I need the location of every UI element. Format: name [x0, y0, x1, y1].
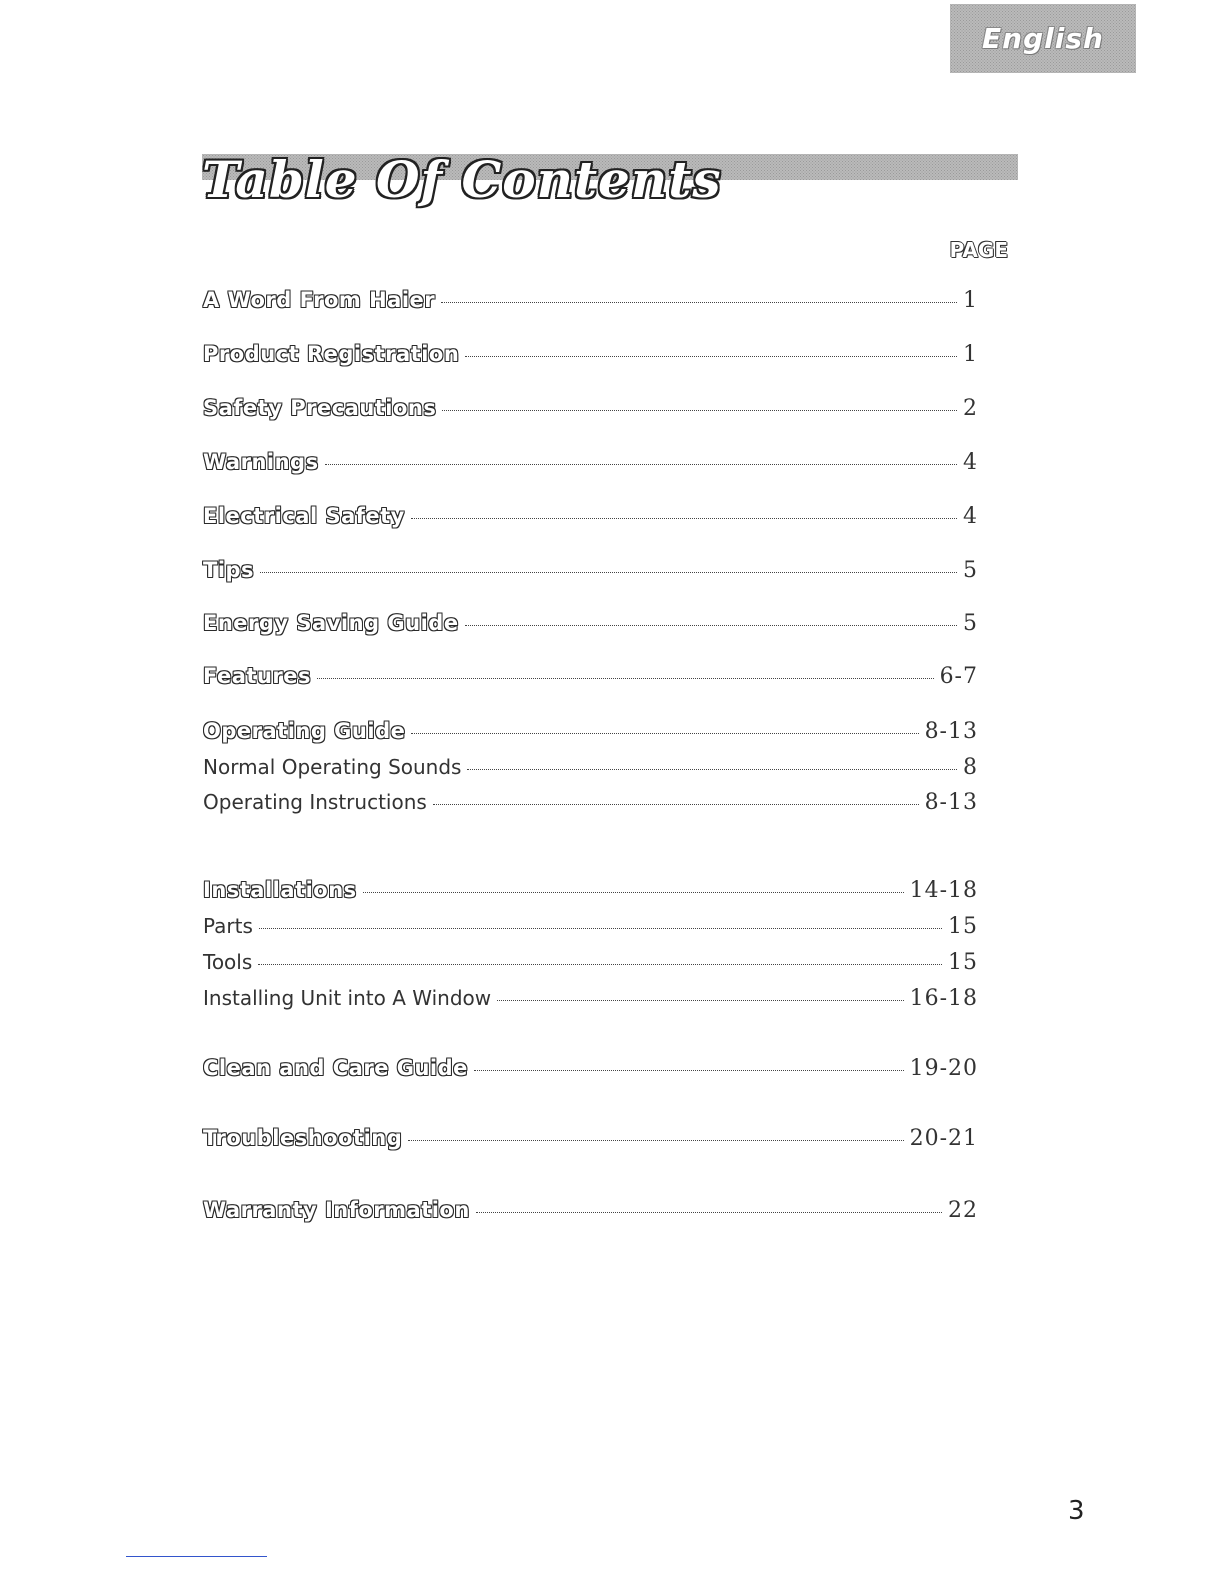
toc-subentry-page: 15 — [948, 914, 978, 939]
toc-entry[interactable] — [203, 288, 978, 313]
toc-entry[interactable] — [203, 1198, 978, 1223]
dot-leader — [260, 572, 957, 573]
toc-entry-page: 1 — [963, 288, 978, 313]
toc-entry-page: 4 — [963, 504, 978, 529]
toc-entry-label: Safety Precautions — [203, 396, 437, 420]
toc-entry[interactable] — [203, 450, 978, 475]
toc-subentry[interactable] — [203, 986, 978, 1011]
toc-entry-label: Warranty Information — [203, 1198, 470, 1222]
dot-leader — [411, 518, 957, 519]
dot-leader — [325, 464, 957, 465]
toc-entry-label: Features — [203, 664, 311, 688]
toc-entry-label: Warnings — [203, 450, 319, 474]
toc-subentry-page: 15 — [948, 950, 978, 975]
language-tab — [950, 4, 1136, 73]
toc-subentry[interactable] — [203, 755, 978, 780]
toc-entry[interactable] — [203, 664, 978, 689]
dot-leader — [465, 625, 957, 626]
dot-leader — [474, 1070, 904, 1071]
toc-subentry[interactable] — [203, 950, 978, 975]
toc-entry-label: A Word From Haier — [203, 288, 436, 312]
dot-leader — [441, 302, 957, 303]
toc-entry[interactable] — [203, 504, 978, 529]
toc-subentry-label: Normal Operating Sounds — [203, 755, 462, 779]
dot-leader — [465, 356, 957, 357]
toc-entry-label: Installations — [203, 878, 357, 902]
dot-leader — [258, 964, 942, 965]
toc-entry[interactable] — [203, 1126, 978, 1151]
toc-entry-label: Product Registration — [203, 342, 460, 366]
toc-entry[interactable] — [203, 1056, 978, 1081]
toc-entry[interactable] — [203, 878, 978, 903]
dot-leader — [411, 733, 918, 734]
dot-leader — [497, 1000, 903, 1001]
toc-subentry[interactable] — [203, 790, 978, 815]
toc-subentry-page: 8-13 — [924, 790, 978, 815]
toc-entry-page: 8-13 — [924, 719, 978, 744]
dot-leader — [476, 1212, 942, 1213]
language-tab-label: English — [982, 22, 1104, 55]
dot-leader — [408, 1140, 903, 1141]
page-number: 3 — [1068, 1496, 1085, 1526]
toc-subentry-label: Tools — [203, 950, 253, 974]
toc-subentry-label: Installing Unit into A Window — [203, 986, 492, 1010]
page-title: Table Of Contents — [202, 150, 722, 209]
toc-subentry[interactable] — [203, 914, 978, 939]
dot-leader — [442, 410, 957, 411]
dot-leader — [259, 928, 942, 929]
toc-entry-page: 6-7 — [939, 664, 978, 689]
page-column-header: PAGE — [949, 238, 1008, 262]
toc-entry-label: Tips — [203, 558, 255, 582]
dot-leader — [363, 892, 904, 893]
toc-entry-page: 5 — [963, 558, 978, 583]
toc-entry-page: 4 — [963, 450, 978, 475]
toc-entry-label: Electrical Safety — [203, 504, 405, 528]
toc-subentry-label: Operating Instructions — [203, 790, 427, 814]
footer-rule — [126, 1556, 267, 1557]
toc-subentry-page: 16-18 — [909, 986, 978, 1011]
toc-entry[interactable] — [203, 396, 978, 421]
toc-entry-page: 1 — [963, 342, 978, 367]
toc-entry-page: 14-18 — [909, 878, 978, 903]
toc-entry[interactable] — [203, 611, 978, 636]
toc-entry[interactable] — [203, 719, 978, 744]
toc-entry[interactable] — [203, 342, 978, 367]
dot-leader — [433, 804, 919, 805]
toc-entry-label: Operating Guide — [203, 719, 406, 743]
dot-leader — [317, 678, 934, 679]
toc-entry-label: Troubleshooting — [203, 1126, 403, 1150]
toc-entry-page: 22 — [948, 1198, 978, 1223]
toc-entry[interactable] — [203, 558, 978, 583]
dot-leader — [467, 769, 957, 770]
toc-entry-page: 19-20 — [909, 1056, 978, 1081]
toc-entry-label: Energy Saving Guide — [203, 611, 459, 635]
toc-subentry-page: 8 — [963, 755, 978, 780]
toc-subentry-label: Parts — [203, 914, 253, 938]
toc-entry-label: Clean and Care Guide — [203, 1056, 468, 1080]
toc-entry-page: 20-21 — [909, 1126, 978, 1151]
toc-entry-page: 2 — [963, 396, 978, 421]
toc-entry-page: 5 — [963, 611, 978, 636]
